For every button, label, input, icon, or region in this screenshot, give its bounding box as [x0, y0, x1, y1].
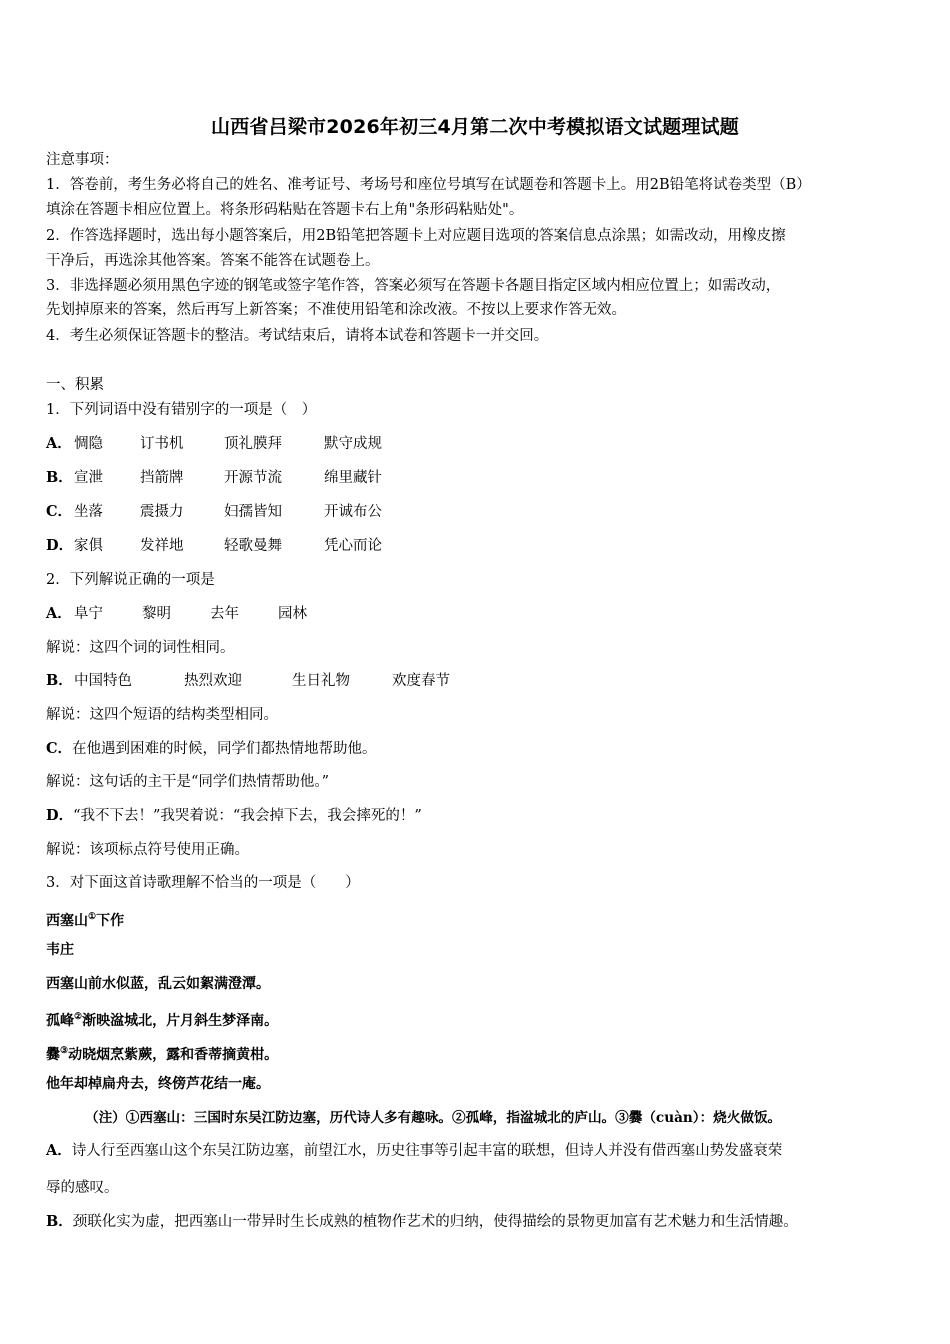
notice-line: 先划掉原来的答案，然后再写上新答案；不准使用铅笔和涂改液。不按以上要求作答无效。 [46, 302, 626, 318]
footnote-mark: ① [88, 912, 97, 922]
q2-option-d [46, 806, 422, 826]
option-word: 欢度春节 [392, 673, 450, 689]
q3-option-a [46, 1141, 782, 1161]
option-word: 发祥地 [140, 538, 184, 554]
option-word: 默守成规 [324, 436, 382, 452]
q1-option-a [46, 434, 382, 454]
option-text: 诗人行至西塞山这个东吴江防边塞，前望江水，历史往事等引起丰富的联想，但诗人并没有借西塞山势发盛衰荣 [71, 1143, 783, 1159]
option-word: 宣泄 [74, 470, 103, 486]
option-word: 挡箭牌 [140, 470, 184, 486]
option-word: 黎明 [142, 606, 171, 622]
q1-option-d [46, 536, 382, 556]
option-label: D． [46, 537, 74, 554]
q3-option-a-cont: 辱的感叹。 [46, 1180, 119, 1196]
notice-heading: 注意事项： [46, 152, 119, 168]
option-label: A． [46, 1142, 72, 1159]
notice-line: 3．非选择题必须用黑色字迹的钢笔或签字笔作答，答案必须写在答题卡各题目指定区域内相应位置上；如需改动， [46, 278, 781, 294]
q2-option-c [46, 739, 377, 759]
poem-line: 他年却棹扁舟去，终傍芦花结一庵。 [46, 1076, 270, 1092]
q1-stem: 1．下列词语中没有错别字的一项是（ ） [46, 402, 317, 418]
option-word: 惆隐 [74, 436, 103, 452]
poem-text: 动晓烟烹紫蕨，露和香蒂摘黄柑。 [68, 1047, 279, 1063]
notice-line: 1．答卷前，考生务必将自己的姓名、准考证号、考场号和座位号填写在试题卷和答题卡上。用2B铅笔将试卷类型（B） [46, 177, 811, 193]
poem-note: （注）①西塞山：三国时东吴江防边塞，历代诗人多有趣咏。②孤峰，指湓城北的庐山。③爨（cuàn）：烧火做饭。 [85, 1110, 782, 1126]
poem-author: 韦庄 [46, 942, 74, 958]
option-word: 震摄力 [140, 504, 184, 520]
notice-line: 干净后，再选涂其他答案。答案不能答在试题卷上。 [46, 253, 380, 269]
footnote-mark: ③ [60, 1046, 69, 1056]
option-text: “我不下去！”我哭着说：“我会掉下去，我会摔死的！” [73, 808, 422, 824]
option-label: B． [46, 469, 73, 486]
q2-a-explain: 解说：这四个词的词性相同。 [46, 640, 235, 656]
option-word: 凭心而论 [324, 538, 382, 554]
poem-text: 爨 [46, 1047, 60, 1063]
poem-text: 孤峰 [46, 1013, 74, 1029]
option-label: D． [46, 807, 74, 824]
notice-line: 2．作答选择题时，选出每小题答案后，用2B铅笔把答题卡上对应题目选项的答案信息点涂黑；如需改动，用橡皮擦 [46, 228, 786, 244]
poem-line [46, 1007, 278, 1031]
option-label: A． [46, 605, 72, 622]
option-word: 订书机 [140, 436, 184, 452]
option-word: 开源节流 [224, 470, 282, 486]
option-word: 顶礼膜拜 [224, 436, 282, 452]
option-label: B． [46, 1213, 73, 1230]
option-word: 绵里藏针 [324, 470, 382, 486]
option-word: 阜宁 [74, 606, 103, 622]
option-text: 颈联化实为虚，把西塞山一带异时生长成熟的植物作艺术的归纳，使得描绘的景物更加富有艺术魅力和生活情趣。 [72, 1214, 798, 1230]
section-heading: 一、积累 [46, 377, 104, 393]
option-label: C． [46, 503, 73, 520]
option-word: 园林 [278, 606, 307, 622]
option-word: 坐落 [74, 504, 103, 520]
footnote-mark: ② [74, 1012, 83, 1022]
poem-text: 渐映湓城北，片月斜生梦泽南。 [82, 1013, 279, 1029]
poem-title-text: 西塞山 [46, 913, 88, 929]
option-word: 开诚布公 [324, 504, 382, 520]
poem-line: 西塞山前水似蓝，乱云如絮满澄潭。 [46, 976, 270, 992]
q2-option-a [46, 604, 346, 624]
option-word: 轻歌曼舞 [224, 538, 282, 554]
q1-option-b [46, 468, 382, 488]
option-label: C． [46, 740, 73, 757]
q2-b-explain: 解说：这四个短语的结构类型相同。 [46, 707, 278, 723]
q2-option-b [46, 671, 450, 691]
option-label: A． [46, 435, 72, 452]
option-word: 热烈欢迎 [184, 673, 242, 689]
option-word: 生日礼物 [292, 673, 350, 689]
option-word: 去年 [210, 606, 239, 622]
exam-title: 山西省吕梁市2026年初三4月第二次中考模拟语文试题理试题 [211, 116, 739, 138]
option-word: 家俱 [74, 538, 103, 554]
q1-option-c [46, 502, 382, 522]
q2-c-explain: 解说：这句话的主干是“同学们热情帮助他。” [46, 774, 330, 790]
option-word: 中国特色 [74, 673, 132, 689]
option-label: B． [46, 672, 73, 689]
option-text: 在他遇到困难的时候，同学们都热情地帮助他。 [72, 741, 377, 757]
q3-option-b [46, 1212, 798, 1232]
q3-stem: 3．对下面这首诗歌理解不恰当的一项是（ ） [46, 875, 360, 891]
option-word: 妇孺皆知 [224, 504, 282, 520]
q2-stem: 2．下列解说正确的一项是 [46, 572, 215, 588]
poem-line [46, 1041, 278, 1065]
notice-line: 4．考生必须保证答题卡的整洁。考试结束后，请将本试卷和答题卡一并交回。 [46, 328, 549, 344]
q2-d-explain: 解说：该项标点符号使用正确。 [46, 842, 249, 858]
notice-line: 填涂在答题卡相应位置上。将条形码粘贴在答题卡右上角"条形码粘贴处"。 [46, 202, 524, 218]
poem-title-text: 下作 [96, 913, 125, 929]
poem-title [46, 907, 124, 931]
